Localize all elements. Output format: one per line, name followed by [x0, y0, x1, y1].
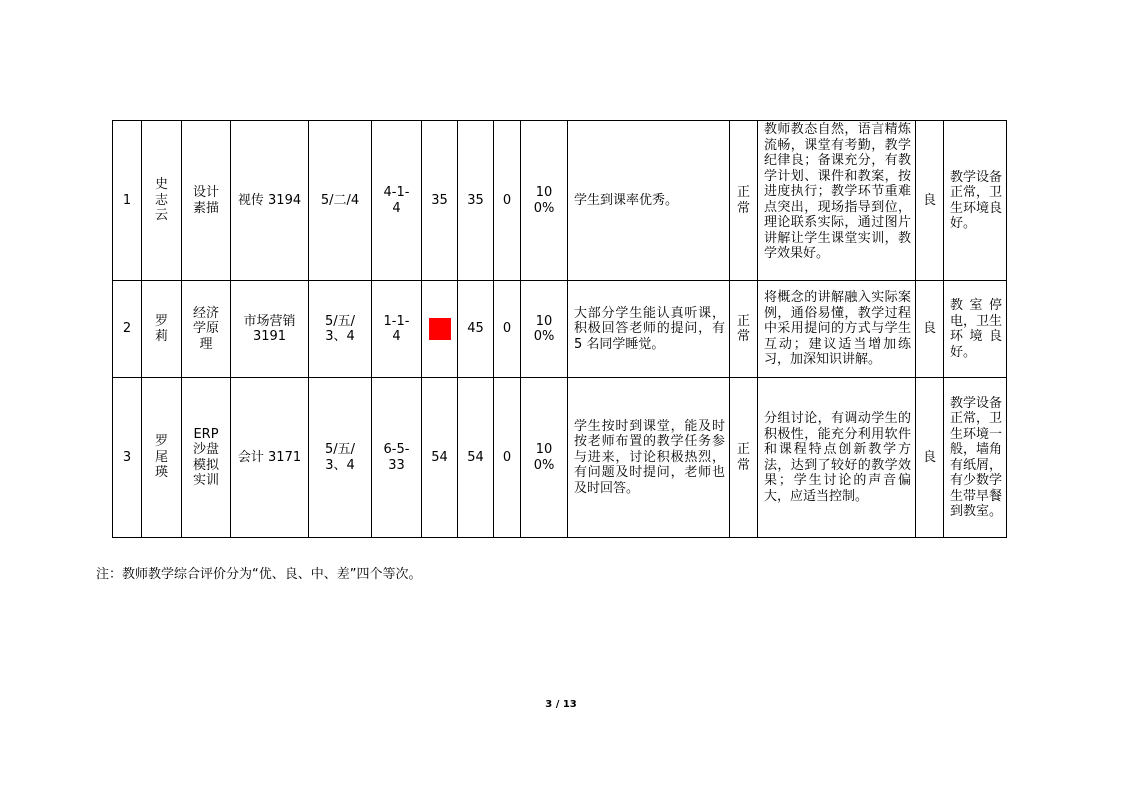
absent-count: 0 — [494, 281, 521, 378]
grade: 良 — [916, 281, 944, 378]
schedule-code: 6-5-33 — [372, 378, 422, 538]
class-name: 会计 3171 — [231, 378, 309, 538]
teaching-comment: 将概念的讲解融入实际案例，通俗易懂，教学过程中采用提问的方式与学生互动；建议适当增加练习，加深知识讲解。 — [758, 281, 916, 378]
attendance-rate: 100% — [521, 121, 568, 281]
class-name: 市场营销 3191 — [231, 281, 309, 378]
table-row — [113, 378, 1007, 538]
teacher-name: 罗莉 — [142, 281, 182, 378]
evaluation-table — [112, 120, 1007, 538]
table-row — [113, 281, 1007, 378]
page-number: 3 / 13 — [545, 699, 577, 710]
footnote: 注：教师教学综合评价分为“优、良、中、差”四个等次。 — [96, 567, 422, 582]
class-time: 5/五/3、4 — [309, 378, 372, 538]
order-status: 正常 — [730, 378, 758, 538]
class-time: 5/二/4 — [309, 121, 372, 281]
course-name: 设计素描 — [182, 121, 231, 281]
expected-count: 35 — [422, 121, 458, 281]
student-status: 大部分学生能认真听课，积极回答老师的提问，有 5 名同学睡觉。 — [568, 281, 730, 378]
course-name: ERP 沙盘模拟实训 — [182, 378, 231, 538]
environment-status: 教学设备正常，卫生环境一般，墙角有纸屑，有少数学生带早餐到教室。 — [944, 378, 1007, 538]
attendance-rate: 100% — [521, 378, 568, 538]
grade: 良 — [916, 121, 944, 281]
table-row — [113, 121, 1007, 281]
grade: 良 — [916, 378, 944, 538]
course-name: 经济学原理 — [182, 281, 231, 378]
teacher-name: 罗尾瑛 — [142, 378, 182, 538]
environment-status: 教学设备正常，卫生环境良好。 — [944, 121, 1007, 281]
teaching-comment: 教师教态自然，语言精炼流畅，课堂有考勤，教学纪律良；备课充分，有教学计划、课件和教案，按进度执行；教学环节重难点突出，现场指导到位，理论联系实际，通过图片讲解让学生课堂实训，教学效果好。 — [758, 121, 916, 281]
attendance-rate: 100% — [521, 281, 568, 378]
row-index: 2 — [113, 281, 142, 378]
teaching-comment: 分组讨论，有调动学生的积极性，能充分利用软件和课程特点创新教学方法，达到了较好的教学效果；学生讨论的声音偏大，应适当控制。 — [758, 378, 916, 538]
expected-count: 54 — [422, 378, 458, 538]
absent-count: 0 — [494, 378, 521, 538]
redacted-highlight — [429, 318, 451, 340]
schedule-code: 4-1-4 — [372, 121, 422, 281]
student-status: 学生到课率优秀。 — [568, 121, 730, 281]
row-index: 1 — [113, 121, 142, 281]
environment-status: 教室停电，卫生环境良好。 — [944, 281, 1007, 378]
class-time: 5/五/3、4 — [309, 281, 372, 378]
student-status: 学生按时到课堂，能及时按老师布置的教学任务参与进来，讨论积极热烈，有问题及时提问，老师也及时回答。 — [568, 378, 730, 538]
order-status: 正常 — [730, 281, 758, 378]
actual-count: 35 — [458, 121, 494, 281]
class-name: 视传 3194 — [231, 121, 309, 281]
absent-count: 0 — [494, 121, 521, 281]
actual-count: 45 — [458, 281, 494, 378]
expected-count — [422, 281, 458, 378]
row-index: 3 — [113, 378, 142, 538]
order-status: 正常 — [730, 121, 758, 281]
schedule-code: 1-1-4 — [372, 281, 422, 378]
teacher-name: 史志云 — [142, 121, 182, 281]
actual-count: 54 — [458, 378, 494, 538]
